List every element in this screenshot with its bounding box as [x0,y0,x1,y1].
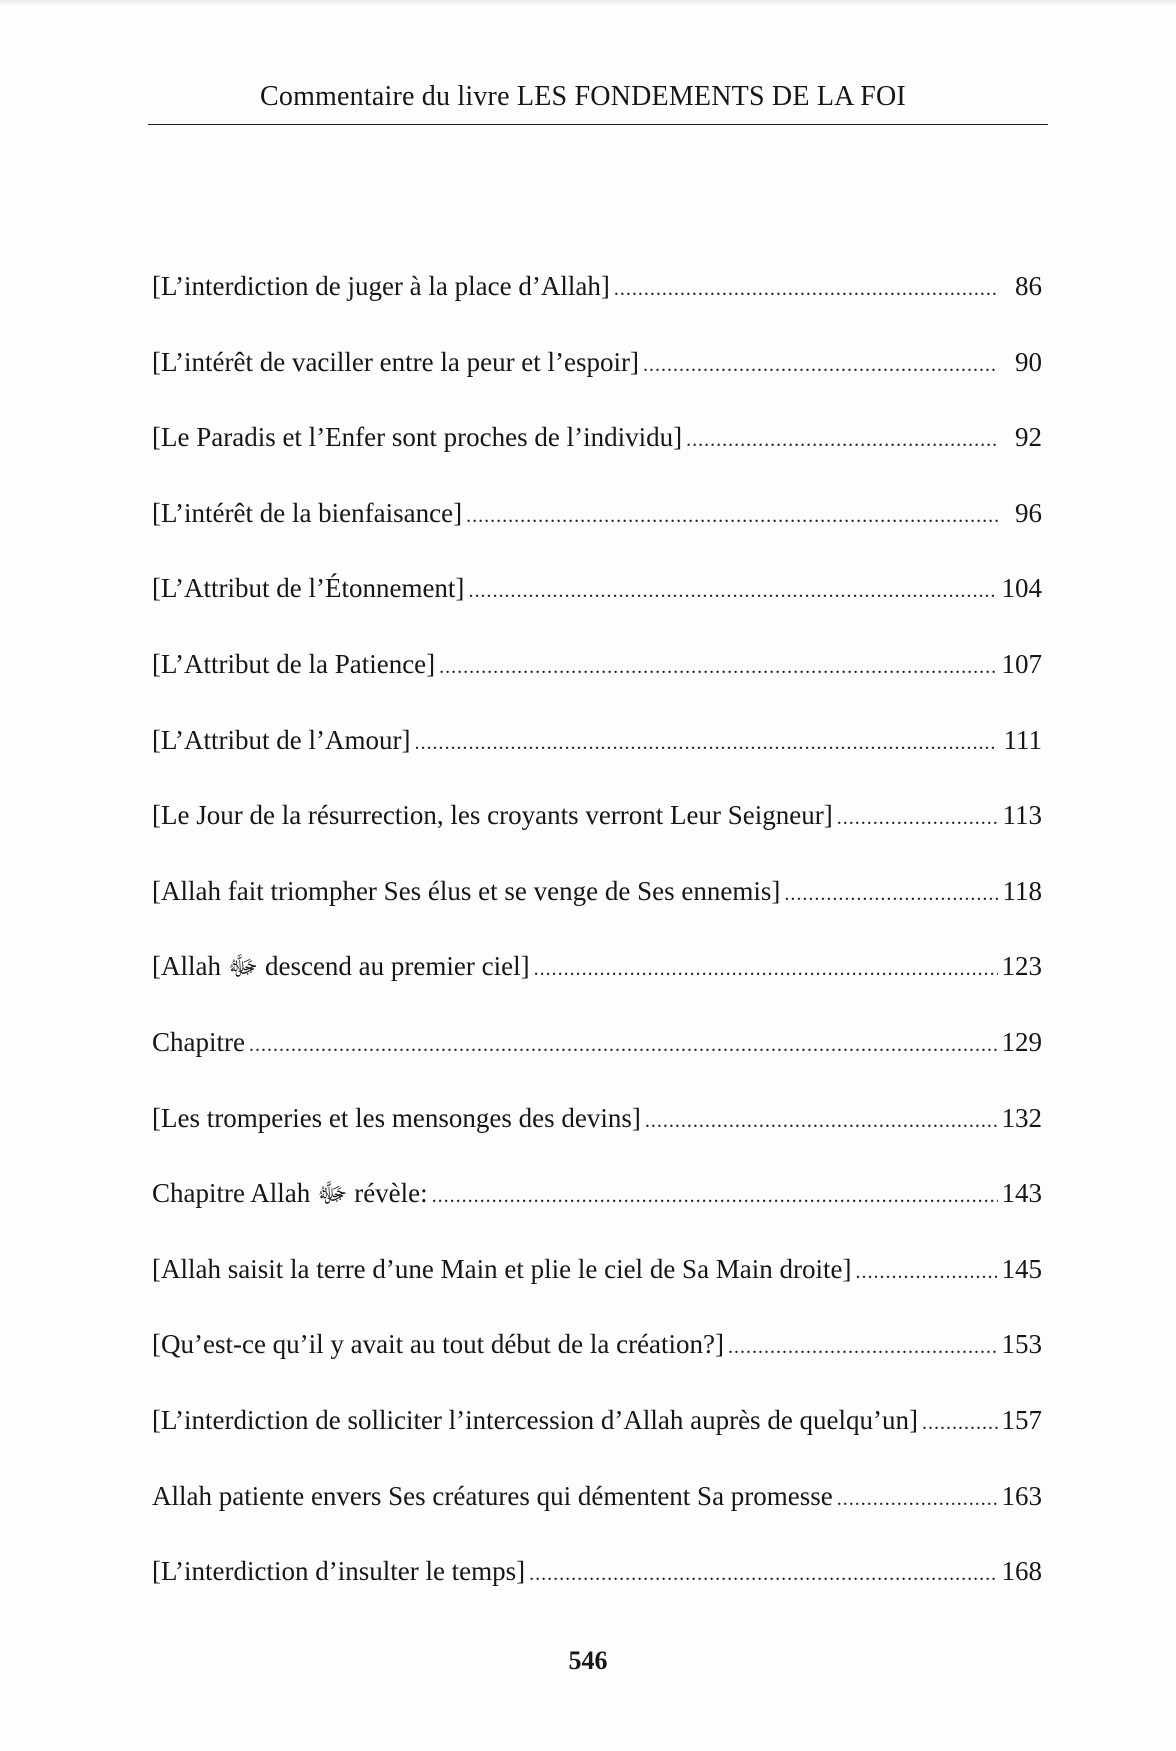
dot-leader [784,878,998,910]
toc-entry-title: Allah patiente envers Ses créatures qui démentent Sa promesse [152,1480,833,1511]
toc-entry [152,1328,1042,1404]
toc-entry [152,497,1042,573]
toc-entry [152,270,1042,346]
toc-entry [152,724,1042,800]
toc-entry [152,1253,1042,1329]
header-rule [148,124,1048,125]
dot-leader [529,1558,997,1590]
dot-leader [534,953,998,985]
toc-entry [152,875,1042,951]
dot-leader [837,1483,998,1515]
dot-leader [614,273,998,305]
dot-leader [468,575,997,607]
dot-leader [856,1256,998,1288]
toc-entry-title: [L’intérêt de la bienfaisance] [152,497,463,528]
toc-entry-page: 157 [1001,1404,1042,1435]
toc-entry [152,648,1042,724]
toc-entry-title: Chapitre Allah ﷻ révèle: [152,1178,428,1209]
toc-entry-page: 86 [1015,271,1042,301]
toc-entry [152,1102,1042,1178]
table-of-contents [152,270,1042,1631]
toc-entry [152,572,1042,648]
dot-leader [728,1331,997,1363]
toc-entry-title: [Le Paradis et l’Enfer sont proches de l’individu] [152,422,683,453]
dot-leader [837,802,998,834]
toc-entry-page: 132 [1001,1102,1042,1133]
dot-leader [922,1407,997,1439]
toc-entry-page: 123 [1001,951,1042,982]
toc-entry-page: 129 [1001,1026,1042,1057]
toc-entry-page: 145 [1001,1253,1042,1284]
toc-entry [152,799,1042,875]
toc-entry-page: 96 [1015,497,1042,528]
toc-entry-title: [L’Attribut de l’Étonnement] [152,573,465,604]
running-header [148,80,1048,125]
dot-leader [643,349,998,381]
toc-entry-page: 113 [1002,800,1042,831]
toc-entry-title: [Allah saisit la terre d’une Main et plie le ciel de Sa Main droite] [152,1253,852,1284]
toc-entry-title: [L’Attribut de la Patience] [152,648,436,679]
toc-entry-title: Chapitre [152,1026,245,1057]
toc-entry-page: 168 [1001,1556,1042,1587]
toc-entry-page: 118 [1002,875,1042,906]
dot-leader [432,1180,998,1212]
toc-entry-title: [L’interdiction de solliciter l’intercession d’Allah auprès de quelqu’un] [152,1404,919,1435]
toc-entry [152,1480,1042,1556]
dot-leader [439,651,997,683]
toc-entry [152,1026,1042,1102]
page-number: 546 [568,1646,608,1675]
toc-entry-title: [L’intérêt de vaciller entre la peur et l’espoir] [152,346,640,377]
toc-entry-page: 111 [1003,724,1042,755]
toc-entry-title: [Allah ﷻ descend au premier ciel] [152,951,530,982]
toc-entry-page: 92 [1015,422,1042,453]
toc-entry [152,346,1042,422]
dot-leader [466,500,998,532]
dot-leader [645,1105,998,1137]
toc-entry-page: 104 [1001,573,1042,604]
toc-entry [152,950,1042,1026]
toc-entry-title: [L’Attribut de l’Amour] [152,724,411,755]
toc-entry [152,1404,1042,1480]
toc-entry-title: [Le Jour de la résurrection, les croyants verront Leur Seigneur] [152,800,833,831]
toc-entry-title: [Les tromperies et les mensonges des devins] [152,1102,641,1133]
scan-edge-shadow [0,0,1176,6]
toc-entry [152,1555,1042,1631]
dot-leader [686,424,998,456]
running-header-title: Commentaire du livre LES FONDEMENTS DE LA FOI [260,81,906,112]
toc-entry-title: [L’interdiction de juger à la place d’Allah] [152,271,610,301]
toc-entry-page: 153 [1001,1329,1042,1360]
toc-entry-title: [Qu’est-ce qu’il y avait au tout début de la création?] [152,1329,725,1360]
toc-entry [152,1177,1042,1253]
toc-entry-page: 90 [1015,346,1042,377]
toc-entry-title: [L’interdiction d’insulter le temps] [152,1556,526,1587]
toc-entry-page: 163 [1001,1480,1042,1511]
toc-entry-title: [Allah fait triompher Ses élus et se venge de Ses ennemis] [152,875,781,906]
toc-entry-page: 107 [1001,648,1042,679]
dot-leader [249,1029,998,1061]
toc-entry-page: 143 [1001,1178,1042,1209]
dot-leader [414,727,998,759]
toc-entry [152,421,1042,497]
